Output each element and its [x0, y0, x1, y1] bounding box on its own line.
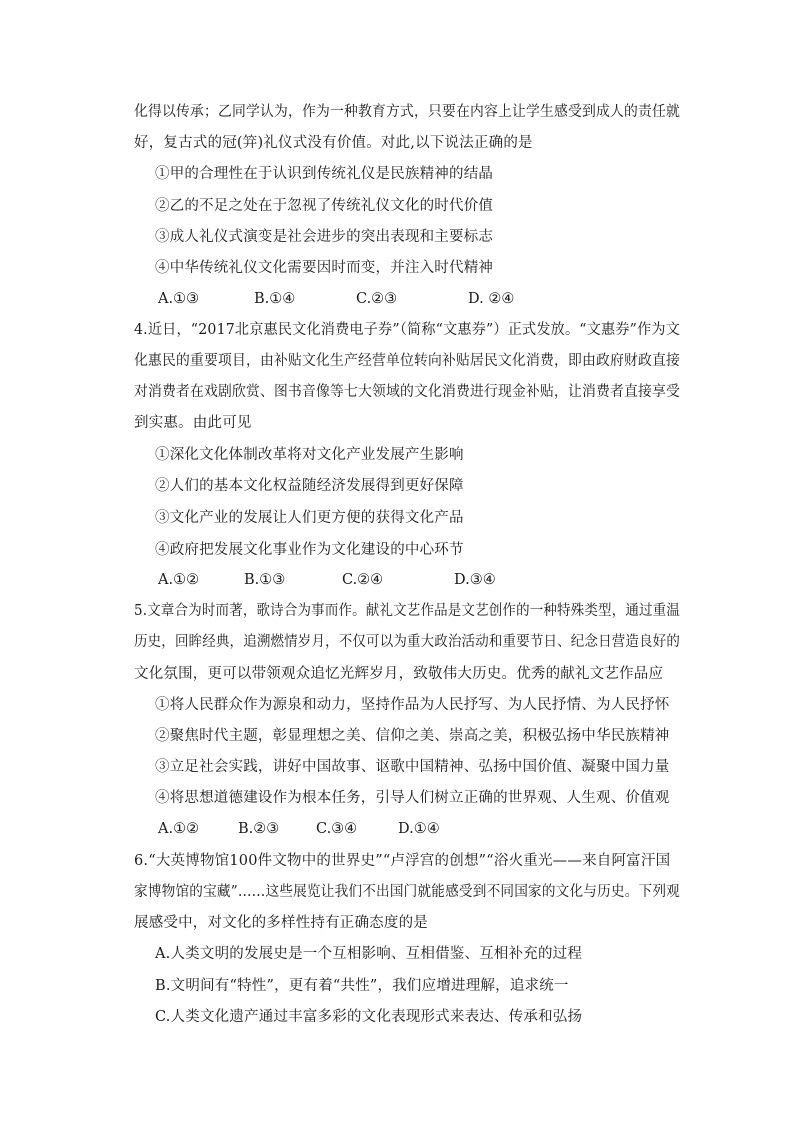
q5-option-1: ①将人民群众作为源泉和动力，坚持作品为人民抒写、为人民抒情、为人民抒怀 — [155, 697, 670, 713]
q6-option-b: B.文明间有“特性”，更有着“共性”，我们应增进理解，追求统一 — [155, 978, 569, 994]
q4-choice-a: A.①② — [158, 572, 200, 588]
q3-choice-b: B.①④ — [254, 291, 296, 307]
q4-stem-line-4: 到实惠。由此可见 — [134, 415, 252, 431]
q3-stem-line-1: 化得以传承；乙同学认为，作为一种教育方式，只要在内容上让学生感受到成人的责任就 — [134, 104, 681, 120]
q5-choice-a: A.①② — [158, 821, 200, 837]
q4-stem-line-3: 对消费者在戏剧欣赏、图书音像等七大领域的文化消费进行现金补贴，让消费者直接享受 — [134, 384, 681, 400]
q5-choice-d: D.①④ — [398, 821, 440, 837]
q4-choice-b: B.①③ — [244, 572, 286, 588]
q6-stem-line-2: 家博物馆的宝藏”……这些展览让我们不出国门就能感受到不同国家的文化与历史。下列观 — [134, 884, 681, 900]
q4-choice-c: C.②④ — [342, 572, 384, 588]
q5-stem-line-1: 5.文章合为时而著，歌诗合为事而作。献礼文艺作品是文艺创作的一种特殊类型，通过重温 — [134, 603, 680, 619]
q5-choice-c: C.③④ — [316, 821, 358, 837]
q4-stem-line-2: 化惠民的重要项目，由补贴文化生产经营单位转向补贴居民文化消费，即由政府财政直接 — [134, 353, 681, 369]
q6-stem-line-1: 6.“大英博物馆100件文物中的世界史”“卢浮宫的创想”“浴火重光——来自阿富汗国 — [134, 853, 671, 869]
q5-option-2: ②聚焦时代主题，彰显理想之美、信仰之美、崇高之美，积极弘扬中华民族精神 — [155, 728, 670, 744]
q5-choice-b: B.②③ — [238, 821, 280, 837]
q4-stem-line-1: 4.近日，“2017北京惠民文化消费电子券”（简称“文惠券”）正式发放。“文惠券”作为文 — [134, 322, 681, 338]
q5-stem-line-2: 历史，回眸经典，追溯燃情岁月，不仅可以为重大政治活动和重要节日、纪念日营造良好的 — [134, 634, 681, 650]
q3-option-3: ③成人礼仪式演变是社会进步的突出表现和主要标志 — [155, 229, 494, 245]
q3-stem-line-2: 好，复古式的冠(笄)礼仪式没有价值。对此,以下说法正确的是 — [134, 135, 533, 151]
q3-option-4: ④中华传统礼仪文化需要因时而变，并注入时代精神 — [155, 260, 494, 276]
q3-choice-c: C.②③ — [356, 291, 398, 307]
q3-option-1: ①甲的合理性在于认识到传统礼仪是民族精神的结晶 — [155, 166, 494, 182]
q3-choice-d: D. ②④ — [468, 291, 515, 307]
q4-option-2: ②人们的基本文化权益随经济发展得到更好保障 — [155, 478, 464, 494]
q6-option-c: C.人类文化遗产通过丰富多彩的文化表现形式来表达、传承和弘扬 — [155, 1009, 583, 1025]
q6-stem-line-3: 展感受中，对文化的多样性持有正确态度的是 — [134, 915, 428, 931]
q4-option-1: ①深化文化体制改革将对文化产业发展产生影响 — [155, 447, 464, 463]
q4-option-4: ④政府把发展文化事业作为文化建设的中心环节 — [155, 542, 464, 558]
q4-choice-d: D.③④ — [454, 572, 496, 588]
q4-option-3: ③文化产业的发展让人们更方便的获得文化产品 — [155, 510, 464, 526]
q5-stem-line-3: 文化氛围，更可以带领观众追忆光辉岁月，致敬伟大历史。优秀的献礼文艺作品应 — [134, 666, 664, 682]
q3-choice-a: A.①③ — [158, 291, 200, 307]
q3-option-2: ②乙的不足之处在于忽视了传统礼仪文化的时代价值 — [155, 198, 494, 214]
q5-option-3: ③立足社会实践，讲好中国故事、讴歌中国精神、弘扬中国价值、凝聚中国力量 — [155, 759, 670, 775]
q5-option-4: ④将思想道德建设作为根本任务，引导人们树立正确的世界观、人生观、价值观 — [155, 790, 670, 806]
q6-option-a: A.人类文明的发展史是一个互相影响、互相借鉴、互相补充的过程 — [155, 946, 583, 962]
